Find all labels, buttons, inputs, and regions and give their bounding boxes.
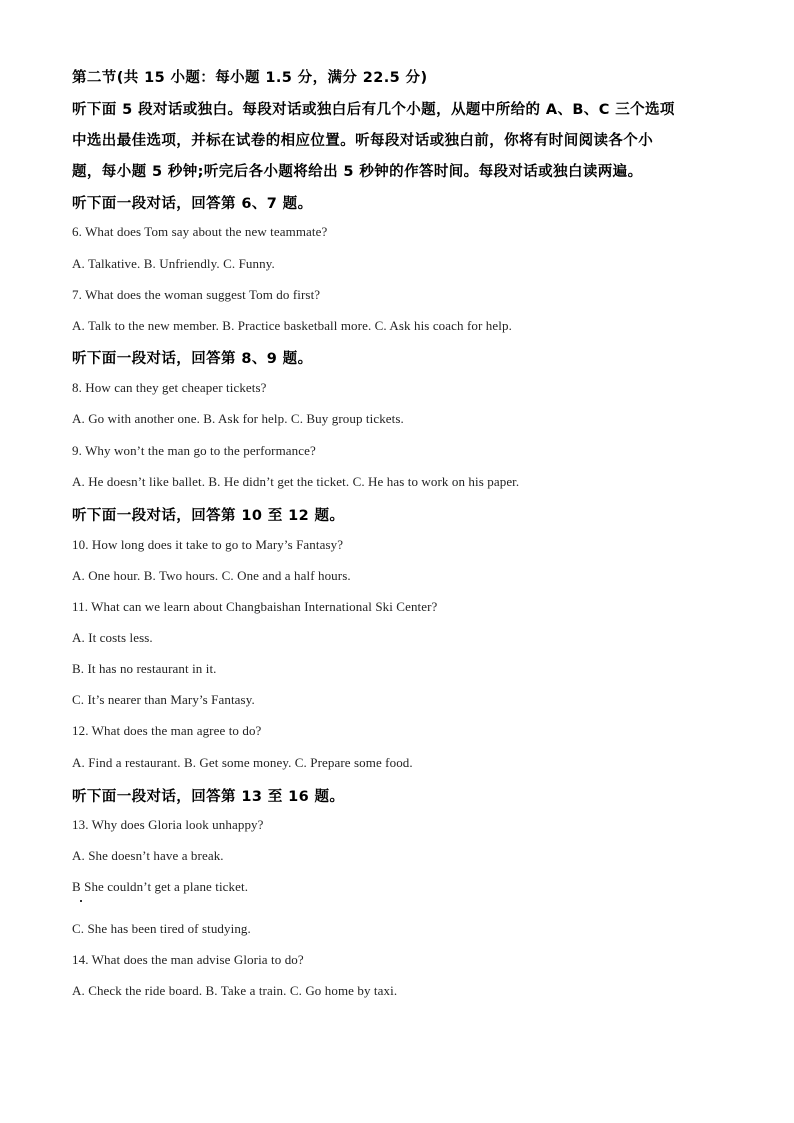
question-9: 9. Why won’t the man go to the performance? — [72, 443, 316, 458]
options-14: A. Check the ride board. B. Take a train. C. Go home by taxi. — [72, 983, 398, 998]
section-heading: 第二节(共 15 小题：每小题 1.5 分，满分 22.5 分) — [72, 70, 428, 86]
question-6: 6. What does Tom say about the new teammate? — [72, 224, 328, 239]
instruction-line-1: 听下面 5 段对话或独白。每段对话或独白后有几个小题，从题中所给的 A、B、C 三个选项 — [72, 102, 675, 118]
question-10: 10. How long does it take to go to Mary’s Fantasy? — [72, 537, 344, 552]
options-8: A. Go with another one. B. Ask for help. C. Buy group tickets. — [72, 411, 404, 426]
group-header-10-12: 听下面一段对话，回答第 10 至 12 题。 — [72, 508, 345, 524]
option-11-c: C. It’s nearer than Mary’s Fantasy. — [72, 692, 255, 707]
option-13-b: B She couldn’t get a plane ticket. — [72, 879, 249, 894]
options-7: A. Talk to the new member. B. Practice basketball more. C. Ask his coach for help. — [72, 318, 512, 333]
question-12: 12. What does the man agree to do? — [72, 723, 262, 738]
question-13: 13. Why does Gloria look unhappy? — [72, 817, 264, 832]
option-13-a: A. She doesn’t have a break. — [72, 848, 224, 863]
question-8: 8. How can they get cheaper tickets? — [72, 380, 267, 395]
group-header-8-9: 听下面一段对话，回答第 8、9 题。 — [72, 351, 313, 367]
option-13-c: C. She has been tired of studying. — [72, 921, 251, 936]
option-11-a: A. It costs less. — [72, 630, 153, 645]
instruction-line-3: 题，每小题 5 秒钟;听完后各小题将给出 5 秒钟的作答时间。每段对话或独白读两遍。 — [72, 164, 643, 180]
question-11: 11. What can we learn about Changbaishan International Ski Center? — [72, 599, 438, 614]
options-6: A. Talkative. B. Unfriendly. C. Funny. — [72, 256, 275, 271]
stray-dot-mark — [80, 900, 82, 902]
options-10: A. One hour. B. Two hours. C. One and a half hours. — [72, 568, 351, 583]
question-7: 7. What does the woman suggest Tom do first? — [72, 287, 321, 302]
options-12: A. Find a restaurant. B. Get some money. C. Prepare some food. — [72, 755, 413, 770]
option-11-b: B. It has no restaurant in it. — [72, 661, 217, 676]
group-header-6-7: 听下面一段对话，回答第 6、7 题。 — [72, 196, 313, 212]
options-9: A. He doesn’t like ballet. B. He didn’t get the ticket. C. He has to work on his paper. — [72, 474, 520, 489]
group-header-13-16: 听下面一段对话，回答第 13 至 16 题。 — [72, 789, 345, 805]
question-14: 14. What does the man advise Gloria to do? — [72, 952, 304, 967]
instruction-line-2: 中选出最佳选项，并标在试卷的相应位置。听每段对话或独白前，你将有时间阅读各个小 — [72, 133, 654, 149]
